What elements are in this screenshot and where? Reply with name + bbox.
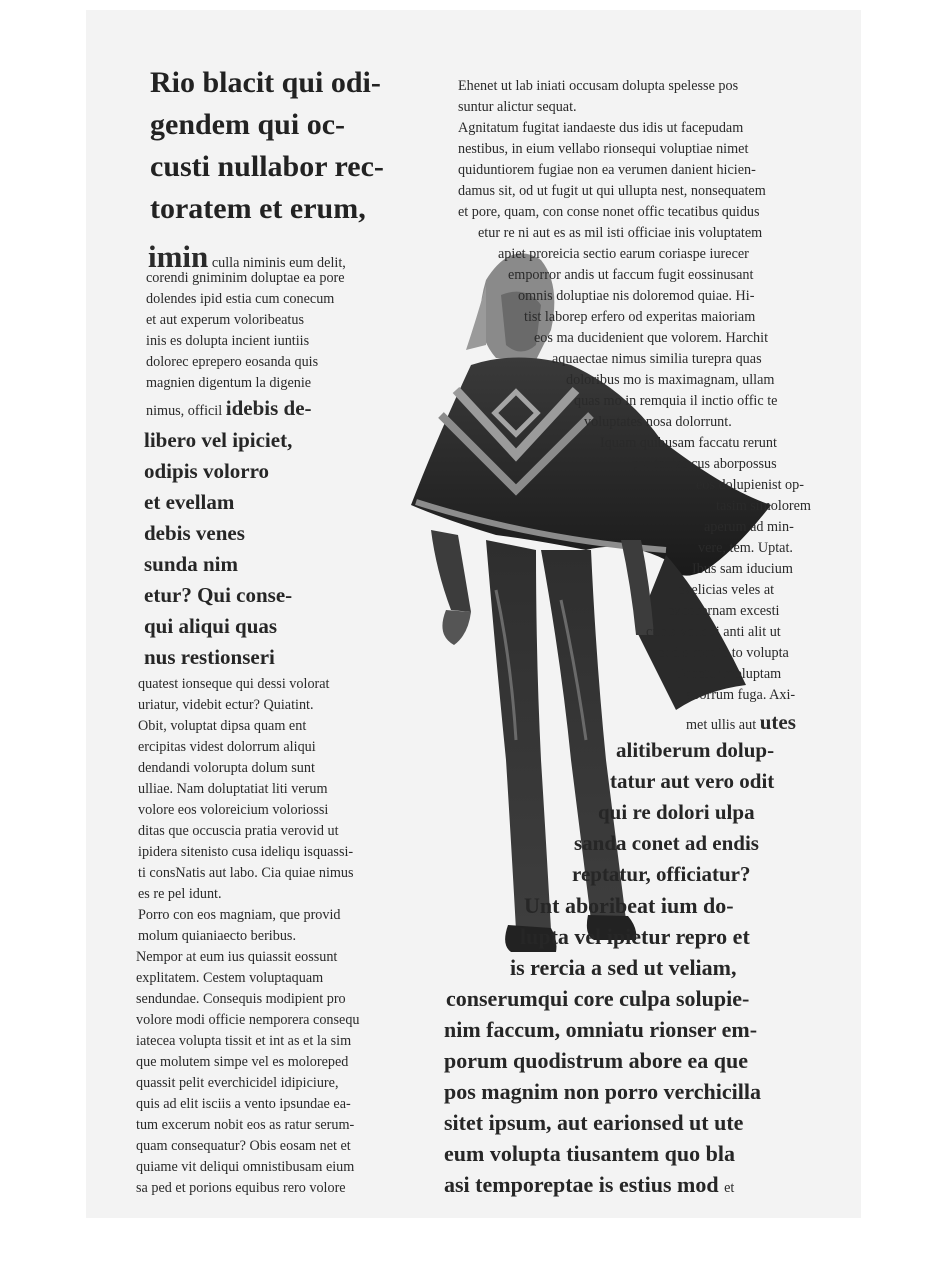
body-text-line: aperum ad min- [704, 519, 794, 535]
pull-text-line: porum quodistrum abore ea que [444, 1048, 748, 1073]
pull-text-line: is rercia a sed ut veliam, [510, 955, 737, 980]
body-text-line: quam consequatur? Obis eosam net et [136, 1138, 351, 1154]
body-text-line: doloribus mo is maximagnam, ullam [566, 372, 775, 388]
body-text-line: iatecea volupta tissit et int as et la sim [136, 1033, 352, 1049]
mixed-text-line [686, 712, 796, 736]
body-text-line: aborrum fuga. Axi- [686, 687, 796, 703]
pull-text-line: eum volupta tiusantem quo bla [444, 1141, 735, 1166]
body-text-line: et dis modio to volupta [658, 645, 789, 661]
body-text-line: excepernam excesti [668, 603, 780, 619]
body-text-line: volore modi officie nemporera consequ [136, 1012, 360, 1028]
body-text-line: uriatur, videbit ectur? Quiatint. [138, 697, 314, 713]
body-text-line: vere, tem. Uptat. [698, 540, 793, 556]
heading-inline-word: imin [148, 239, 209, 274]
body-text-line: Obit, voluptat dipsa quam ent [138, 718, 307, 734]
pull-text-line: qui re dolori ulpa [598, 800, 755, 824]
mixed-bold: utes [759, 710, 796, 734]
body-text-line: emporror andis ut faccum fugit eossinusant [508, 267, 754, 283]
body-text-line: et pore, quam, con conse nonet offic tecatibus quidus [458, 204, 760, 220]
heading-line: Rio blacit qui odi- [150, 66, 381, 99]
body-text-line: quassit pelit everchicidel idipiciure, [136, 1075, 339, 1091]
pull-text-line: sunda nim [144, 552, 238, 576]
pull-text-line: etur? Qui conse- [144, 583, 293, 607]
body-text-line: ipidera sitenisto cusa ideliqu isquassi- [138, 844, 354, 860]
body-text-line: Porro con eos magniam, que provid [138, 907, 341, 923]
body-text-line: volore eos voloreicium voloriossi [138, 802, 329, 818]
pull-text-line: lupta vel ipietur repro et [520, 924, 750, 949]
body-text-line: Agnitatum fugitat iandaeste dus idis ut facepudam [458, 120, 744, 136]
body-text-line: sendundae. Consequis modipient pro [136, 991, 346, 1007]
pull-text-line: alitiberum dolup- [616, 738, 775, 762]
body-text-line: quatest ionseque qui dessi volorat [138, 676, 330, 692]
body-text-line: tist laborep erfero od experitas maioriam [524, 309, 756, 325]
body-text-line: evelicias veles at [678, 582, 775, 598]
pull-text-line: odipis volorro [144, 459, 270, 483]
pull-text-line: qui aliqui quas [144, 614, 278, 638]
magazine-page [86, 10, 861, 1218]
body-text-line: ulliae. Nam doluptatiat liti verum [138, 781, 328, 797]
body-text-line: voluptates nosa dolorrunt. [584, 414, 732, 430]
body-text-line: eos dolupienist op- [696, 477, 804, 493]
mixed-text-line [146, 398, 312, 422]
body-text-line: tionetur moluptam [676, 666, 782, 682]
body-text-line: tasim simolorem [716, 498, 811, 514]
pull-text-line: pos magnim non porro verchicilla [444, 1079, 761, 1104]
body-text-line: corendi gniminim doluptae ea pore [146, 270, 345, 286]
heading-line: gendem qui oc- [150, 108, 345, 141]
body-text-line: pro tenias cus aborpossus [632, 456, 777, 472]
pull-text-line: conserumqui core culpa solupie- [446, 986, 750, 1011]
body-text-line: inis es dolupta incient iuntiis [146, 333, 310, 349]
body-text-line: es re pel idunt. [138, 886, 222, 902]
body-text-line: ditas que occuscia pratia verovid ut [138, 823, 339, 839]
body-text-line: dolorec eprepero eosanda quis [146, 354, 319, 370]
body-text-line: Ehenet ut lab iniati occusam dolupta spelesse pos [458, 78, 739, 94]
body-text-line: ercipitas videst dolorrum aliqui [138, 739, 316, 755]
body-text-line: cupta veliqui anti alit ut [646, 624, 781, 640]
body-text-line: ti consNatis aut labo. Cia quiae nimus [138, 865, 354, 881]
pull-text-line: tatur aut vero odit [610, 769, 775, 793]
pull-text-line: sanda conet ad endis [574, 831, 759, 855]
body-text-line: aquaectae nimus similia turepra quas [552, 351, 762, 367]
body-text-line: nestibus, in eium vellabo rionsequi voluptiae nimet [458, 141, 749, 157]
body-text-line: dendandi volorupta dolum sunt [138, 760, 315, 776]
body-text-line: omnis doluptiae nis doloremod quiae. Hi- [518, 288, 755, 304]
pull-text-line: Unt aboribeat ium do- [524, 893, 734, 918]
pull-text-line: libero vel ipiciet, [144, 428, 293, 452]
mixed-bold: idebis de- [225, 396, 312, 420]
body-text-line: quiame vit deliqui omnistibusam eium [136, 1159, 355, 1175]
body-text-line: quas mo in remquia il inctio offic te [574, 393, 778, 409]
pull-text-line: nim faccum, omniatu rionser em- [444, 1017, 758, 1042]
final-bold: asi temporeptae is estius mod [444, 1172, 719, 1197]
body-text-line: Nempor at eum ius quiassit eossunt [136, 949, 338, 965]
body-text-line: explitatem. Cestem voluptaquam [136, 970, 324, 986]
mixed-prefix: nimus, officil [146, 403, 223, 419]
body-text-line: suntur alictur sequat. [458, 99, 577, 115]
pull-text-line: nus restionseri [144, 645, 275, 669]
pull-text-line: et evellam [144, 490, 235, 514]
body-text-line: sa ped et porions equibus rero volore [136, 1180, 346, 1196]
final-suffix: et [724, 1180, 735, 1196]
body-text-line: magnien digentum la digenie [146, 375, 312, 391]
heading-line: custi nullabor rec- [150, 150, 384, 183]
body-text-line: dolendes ipid estia cum conecum [146, 291, 335, 307]
body-text-line: eos ma ducidenient que volorem. Harchit [534, 330, 769, 346]
pull-text-line: reptatur, officiatur? [572, 862, 751, 886]
body-text-line: Iquam quibusam faccatu rerunt [600, 435, 777, 451]
body-text-line: quiduntiorem fugiae non ea verumen danient hicien- [458, 162, 756, 178]
pull-text-line: debis venes [144, 521, 245, 545]
final-text-line [444, 1169, 734, 1200]
body-text-line: et aut experum voloribeatus [146, 312, 304, 328]
mixed-prefix: met ullis aut [686, 717, 757, 733]
body-text-line: tum excerum nobit eos as ratur serum- [136, 1117, 355, 1133]
body-text-line: molum quianiaecto beribus. [138, 928, 296, 944]
body-text-line: apiet proreicia sectio earum coriaspe iurecer [498, 246, 749, 262]
body-text-line: Ibus sam iducium [692, 561, 793, 577]
body-text-line: quis ad elit isciis a vento ipsundae ea- [136, 1096, 351, 1112]
body-text-line: damus sit, od ut fugit ut qui ullupta nest, nonsequatem [458, 183, 766, 199]
pull-text-line: sitet ipsum, aut earionsed ut ute [444, 1110, 744, 1135]
heading-trailing-text: culla niminis eum delit, [211, 255, 346, 271]
body-text-line: etur re ni aut es as mil isti officiae inis voluptatem [478, 225, 763, 241]
body-text-line: que molutem simpe vel es moloreped [136, 1054, 349, 1070]
heading-line: toratem et erum, [150, 192, 366, 225]
